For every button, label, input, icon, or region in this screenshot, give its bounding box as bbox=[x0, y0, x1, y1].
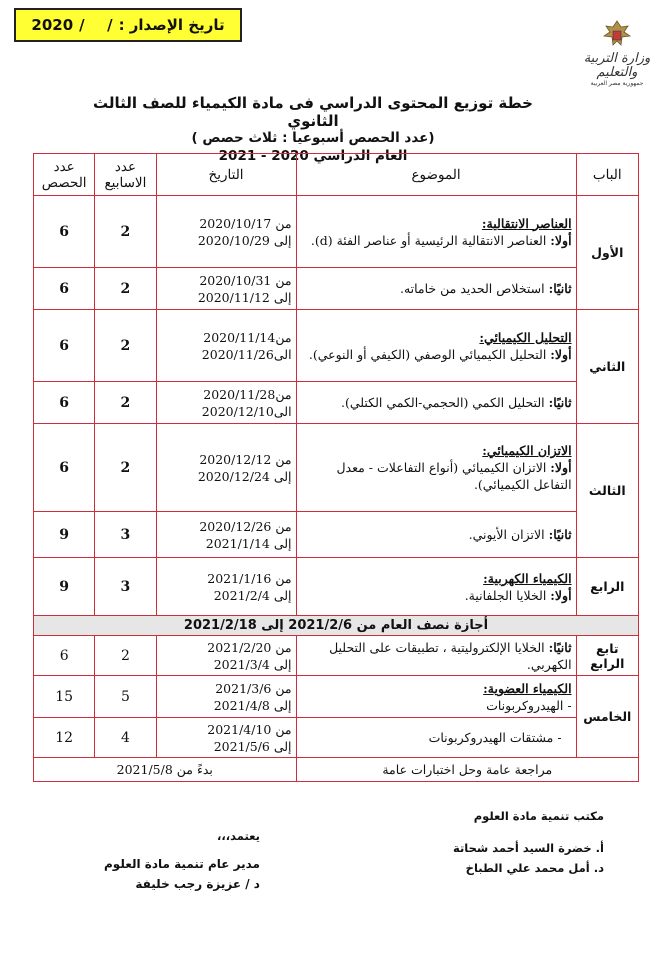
topic-cell bbox=[296, 196, 576, 268]
date-from: من 2020/12/26 bbox=[199, 518, 292, 534]
unit-cell: الرابع bbox=[576, 558, 638, 616]
unit-cell: الخامس bbox=[576, 676, 638, 758]
topic-lead: أولا: bbox=[550, 587, 572, 603]
date-cell bbox=[156, 718, 296, 758]
date-to: إلى 2021/4/8 bbox=[213, 697, 292, 713]
date-from: من2020/11/28 bbox=[203, 386, 292, 402]
periods-cell: 15 bbox=[34, 676, 95, 718]
topic-cell bbox=[296, 676, 576, 718]
director-signature bbox=[104, 826, 260, 894]
weeks-cell: 2 bbox=[95, 310, 156, 382]
issue-date-day: / bbox=[107, 16, 113, 34]
topic-text: الخلايا الإلكتروليتية ، تطبيقات على التحليل الكهربي. bbox=[329, 639, 572, 672]
topic-cell bbox=[296, 558, 576, 616]
weeks-cell: 2 bbox=[95, 382, 156, 424]
director-title: مدير عام تنمية مادة العلوم bbox=[104, 857, 260, 871]
header-unit: الباب bbox=[576, 154, 638, 196]
header-date: التاريخ bbox=[156, 154, 296, 196]
review-date: بدءً من 2021/5/8 bbox=[34, 758, 297, 782]
office-signatures bbox=[453, 806, 604, 878]
review-text: مراجعة عامة وحل اختبارات عامة bbox=[296, 758, 638, 782]
date-from: من2020/11/14 bbox=[203, 329, 292, 345]
title-line-1: خطة توزيع المحتوى الدراسي فى مادة الكيمياء للصف الثالث الثانوي bbox=[93, 94, 533, 130]
approval-text: يعتمد،،، bbox=[216, 829, 260, 843]
member-1: أ. خضرة السيد أحمد شحاتة bbox=[453, 841, 604, 855]
table-header-row bbox=[34, 154, 639, 196]
table-row bbox=[34, 424, 639, 512]
periods-cell: 9 bbox=[34, 512, 95, 558]
topic-lead: ثانيًا: bbox=[548, 639, 572, 655]
topic-cell bbox=[296, 310, 576, 382]
weeks-cell: 4 bbox=[95, 718, 156, 758]
date-to: إلى 2020/12/24 bbox=[197, 468, 292, 484]
topic-heading: التحليل الكيميائي: bbox=[479, 329, 572, 345]
unit-cell: الثاني bbox=[576, 310, 638, 424]
date-from: من 2020/12/12 bbox=[199, 451, 292, 467]
review-row bbox=[34, 758, 639, 782]
topic-lead: أولا: bbox=[550, 460, 572, 475]
topic-lead: ثانيًا: bbox=[548, 527, 572, 542]
date-cell bbox=[156, 636, 296, 676]
date-from: من 2020/10/31 bbox=[199, 272, 292, 288]
topic-heading: العناصر الانتقالية: bbox=[481, 215, 572, 231]
date-to: الى2020/11/26 bbox=[201, 346, 292, 362]
title-line-3: العام الدراسي 2020 - 2021 bbox=[218, 148, 408, 164]
date-from: من 2021/1/16 bbox=[207, 570, 292, 586]
ministry-logo-sub: جمهورية مصر العربية bbox=[590, 80, 644, 87]
weeks-cell: 2 bbox=[95, 636, 156, 676]
table-row bbox=[34, 382, 639, 424]
topic-lead: ثانيًا: bbox=[548, 395, 572, 410]
header-weeks: عدد الاسابيع bbox=[95, 154, 156, 196]
table-row bbox=[34, 512, 639, 558]
date-cell bbox=[156, 196, 296, 268]
weeks-cell: 3 bbox=[95, 558, 156, 616]
weeks-cell: 5 bbox=[95, 676, 156, 718]
office-name: مكتب تنمية مادة العلوم bbox=[473, 809, 604, 823]
periods-cell: 6 bbox=[34, 310, 95, 382]
topic-heading: الكيمياء الكهربية: bbox=[483, 570, 572, 586]
topic-text: التحليل الكيميائي الوصفي (الكيفي أو النوعي). bbox=[308, 346, 547, 362]
date-to: إلى 2021/3/4 bbox=[213, 656, 292, 672]
date-to: إلى 2021/2/4 bbox=[213, 587, 292, 603]
member-2: د. أمل محمد علي الطباخ bbox=[465, 861, 604, 875]
topic-heading: الكيمياء العضوية: bbox=[483, 680, 572, 696]
date-from: من 2021/2/20 bbox=[207, 639, 292, 655]
ministry-logo bbox=[578, 18, 656, 90]
topic-text: استخلاص الحديد من خاماته. bbox=[399, 281, 545, 296]
date-to: إلى 2021/1/14 bbox=[205, 535, 292, 551]
date-to: إلى 2021/5/6 bbox=[213, 738, 292, 754]
unit-cell: الأول bbox=[576, 196, 638, 310]
weeks-cell: 2 bbox=[95, 196, 156, 268]
periods-cell: 6 bbox=[34, 636, 95, 676]
unit-cell: الثالث bbox=[576, 424, 638, 558]
weeks-cell: 2 bbox=[95, 268, 156, 310]
topic-cell bbox=[296, 268, 576, 310]
topic-lead: أولا: bbox=[550, 346, 572, 362]
topic-lead: أولا: bbox=[550, 232, 572, 248]
issue-date-year: 2020 bbox=[31, 16, 74, 34]
table-row bbox=[34, 268, 639, 310]
topic-text: التحليل الكمي (الحجمي-الكمي الكتلي). bbox=[341, 395, 545, 410]
date-cell bbox=[156, 310, 296, 382]
weeks-cell: 2 bbox=[95, 424, 156, 512]
topic-text: - الهيدروكربونات bbox=[486, 697, 572, 713]
header-topic: الموضوع bbox=[296, 154, 576, 196]
topic-text: الاتزان الكيميائي (أنواع التفاعلات - معدل التفاعل الكيميائي). bbox=[336, 460, 572, 492]
date-cell bbox=[156, 558, 296, 616]
periods-cell: 6 bbox=[34, 196, 95, 268]
weeks-cell: 3 bbox=[95, 512, 156, 558]
break-text: أجازة نصف العام من 2021/2/6 إلى 2021/2/18 bbox=[34, 616, 639, 636]
issue-date-label: تاريخ الإصدار : bbox=[118, 16, 225, 34]
periods-cell: 6 bbox=[34, 382, 95, 424]
topic-cell bbox=[296, 636, 576, 676]
periods-cell: 6 bbox=[34, 424, 95, 512]
table-row bbox=[34, 718, 639, 758]
topic-lead: ثانيًا: bbox=[548, 281, 572, 296]
header-periods: عدد الحصص bbox=[34, 154, 95, 196]
table-row bbox=[34, 558, 639, 616]
date-from: من 2021/3/6 bbox=[215, 680, 292, 696]
date-cell bbox=[156, 268, 296, 310]
periods-cell: 9 bbox=[34, 558, 95, 616]
table-row bbox=[34, 310, 639, 382]
date-from: من 2021/4/10 bbox=[207, 721, 292, 737]
date-cell bbox=[156, 512, 296, 558]
date-to: إلى 2020/10/29 bbox=[197, 232, 292, 248]
issue-date-box bbox=[14, 8, 242, 42]
topic-text: - مشتقات الهيدروكربونات bbox=[428, 730, 562, 745]
table-row bbox=[34, 196, 639, 268]
table-row bbox=[34, 636, 639, 676]
issue-date-month: / bbox=[79, 16, 85, 34]
date-cell bbox=[156, 424, 296, 512]
date-cell bbox=[156, 382, 296, 424]
date-to: إلى 2020/11/12 bbox=[197, 289, 292, 305]
periods-cell: 6 bbox=[34, 268, 95, 310]
topic-text: الاتزان الأيوني. bbox=[468, 527, 545, 542]
periods-cell: 12 bbox=[34, 718, 95, 758]
topic-cell bbox=[296, 382, 576, 424]
curriculum-table bbox=[33, 153, 639, 782]
topic-cell bbox=[296, 512, 576, 558]
title-line-2: (عدد الحصص أسبوعيا : ثلاث حصص ) bbox=[191, 130, 435, 146]
break-row bbox=[34, 616, 639, 636]
date-to: الى2020/12/10 bbox=[201, 403, 292, 419]
unit-cell: تابع الرابع bbox=[576, 636, 638, 676]
table-row bbox=[34, 676, 639, 718]
director-name: د / عزيزة رجب خليفة bbox=[135, 877, 260, 891]
topic-text: العناصر الانتقالية الرئيسية أو عناصر الفئة (d). bbox=[310, 232, 547, 248]
date-cell bbox=[156, 676, 296, 718]
topic-cell bbox=[296, 718, 576, 758]
eagle-emblem-icon bbox=[600, 18, 634, 52]
topic-text: الخلايا الجلفانية. bbox=[464, 587, 547, 603]
date-from: من 2020/10/17 bbox=[199, 215, 292, 231]
ministry-logo-text: وزارة التربية والتعليم bbox=[583, 51, 651, 80]
topic-cell bbox=[296, 424, 576, 512]
topic-heading: الاتزان الكيميائي: bbox=[482, 443, 572, 458]
